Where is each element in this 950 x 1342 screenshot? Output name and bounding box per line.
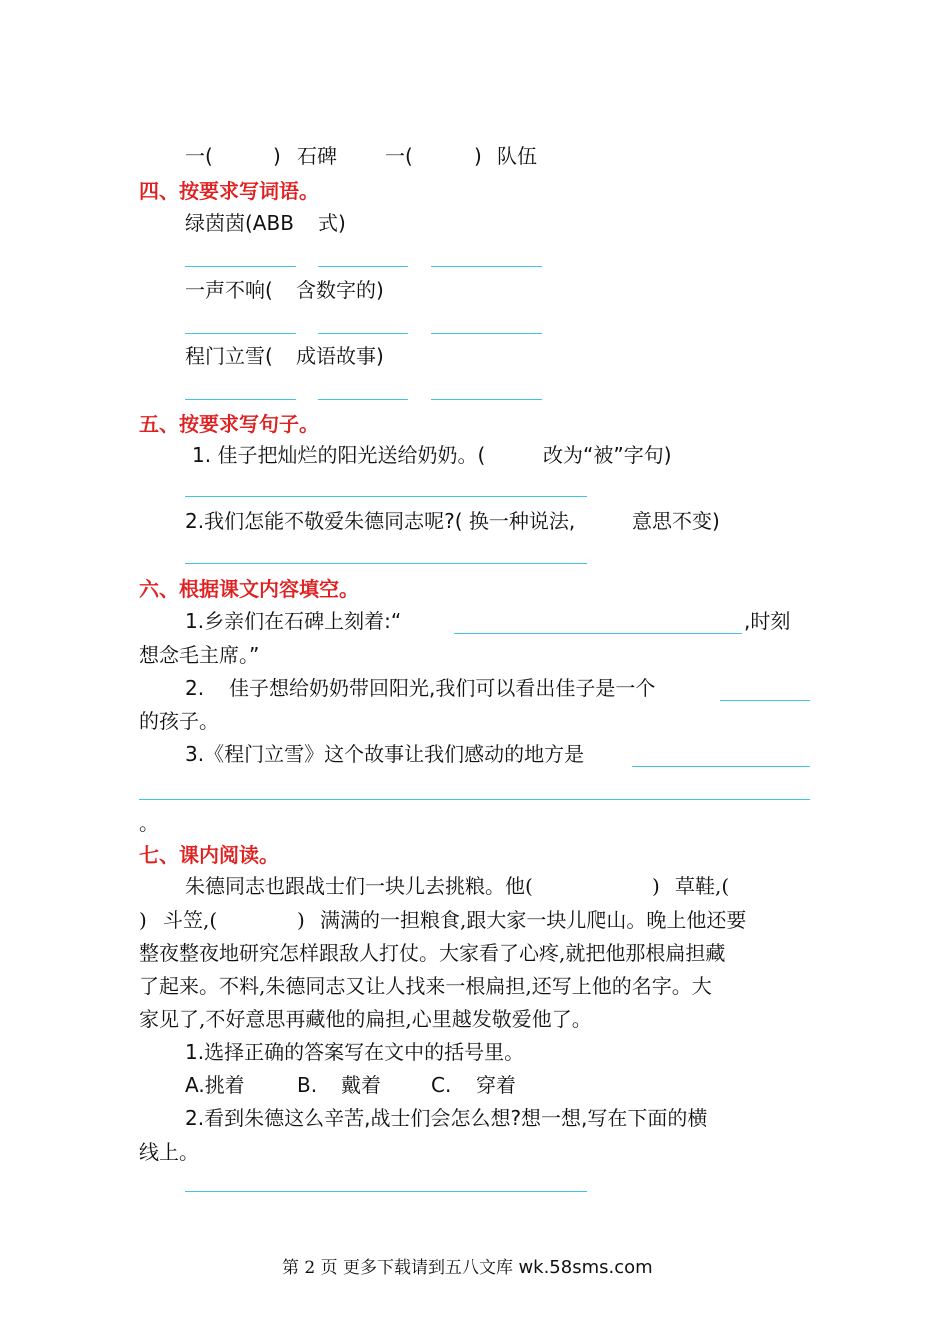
section4-item1-hint: 式) [318,211,346,235]
answer-line[interactable] [185,399,296,400]
passage-line: 了起来。不料,朱德同志又让人找来一根扁担,还写上他的名字。大 [139,974,712,998]
answer-line[interactable] [454,633,742,634]
word-stone-tablet: 石碑 [297,144,337,168]
passage-line: 朱德同志也跟战士们一块儿去挑粮。他( [185,874,533,898]
section4-heading: 四、按要求写词语。 [139,179,319,203]
passage-line: 满满的一担粮食,跟大家一块儿爬山。晚上他还要 [320,908,747,932]
option-c-label: C. [431,1073,452,1097]
section7-q1: 1.选择正确的答案写在文中的括号里。 [185,1040,525,1064]
answer-line[interactable] [318,333,408,334]
section6-heading: 六、根据课文内容填空。 [139,577,359,601]
answer-line[interactable] [431,266,542,267]
page-footer [282,1253,653,1278]
passage-blank-close: ) [297,908,305,932]
option-b-text: 戴着 [341,1073,381,1097]
section5-q2-hint: 意思不变) [632,509,720,533]
answer-line[interactable] [139,799,810,800]
section6-q1-cont: ,时刻 [744,609,791,633]
section6-q1-end: 想念毛主席。” [139,643,260,667]
answer-line[interactable] [720,700,810,701]
section4-item3-hint: 成语故事) [296,344,384,368]
section7-heading: 七、课内阅读。 [139,843,279,867]
footer-site-link[interactable]: wk.58sms.com [518,1257,653,1278]
section6-q2-end: 的孩子。 [139,709,219,733]
answer-line[interactable] [185,496,587,497]
passage-line: 整夜整夜地研究怎样跟敌人打仗。大家看了心疼,就把他那根扁担藏 [139,941,726,965]
section6-q3-end: 。 [139,811,159,835]
answer-line[interactable] [632,766,810,767]
answer-line[interactable] [318,266,408,267]
answer-line[interactable] [431,399,542,400]
section6-q3: 3.《程门立雪》这个故事让我们感动的地方是 [185,742,585,766]
answer-line[interactable] [185,333,296,334]
section4-item2-hint: 含数字的) [296,278,384,302]
blank-close-2: ) [474,144,482,168]
section7-q2: 2.看到朱德这么辛苦,战士们会怎么想?想一想,写在下面的横 [185,1106,708,1130]
section4-item1-word: 绿茵茵(ABB [185,211,294,235]
passage-line: 斗笠,( [163,908,218,932]
section5-q1-hint: 改为“被”字句) [543,443,672,467]
option-a: A.挑着 [185,1073,245,1097]
passage-line: 草鞋,( [675,874,730,898]
passage-blank-close: ) [139,908,147,932]
answer-line[interactable] [185,266,296,267]
word-troops: 队伍 [497,144,537,168]
blank-prefix-1: 一( [185,144,213,168]
section6-q2-number: 2. [185,676,205,700]
section6-q2-text: 佳子想给奶奶带回阳光,我们可以看出佳子是一个 [229,676,656,700]
answer-line[interactable] [185,563,587,564]
option-c-text: 穿着 [476,1073,516,1097]
passage-line: 家见了,不好意思再藏他的扁担,心里越发敬爱他了。 [139,1007,592,1031]
section4-item2-word: 一声不响( [185,278,273,302]
footer-text: 第 2 页 更多下载请到五八文库 [282,1258,514,1278]
section6-q1-start: 1.乡亲们在石碑上刻着:“ [185,609,402,633]
answer-line[interactable] [318,399,408,400]
blank-prefix-2: 一( [385,144,413,168]
answer-line[interactable] [185,1191,587,1192]
section5-q1: 1. 佳子把灿烂的阳光送给奶奶。( [192,443,486,467]
answer-line[interactable] [431,333,542,334]
section4-item3-word: 程门立雪( [185,344,273,368]
option-b-label: B. [297,1073,318,1097]
section5-heading: 五、按要求写句子。 [139,412,319,436]
blank-close-1: ) [273,144,281,168]
section7-q2-end: 线上。 [139,1140,199,1164]
section5-q2: 2.我们怎能不敬爱朱德同志呢?( 换一种说法, [185,509,576,533]
passage-blank-close: ) [652,874,660,898]
